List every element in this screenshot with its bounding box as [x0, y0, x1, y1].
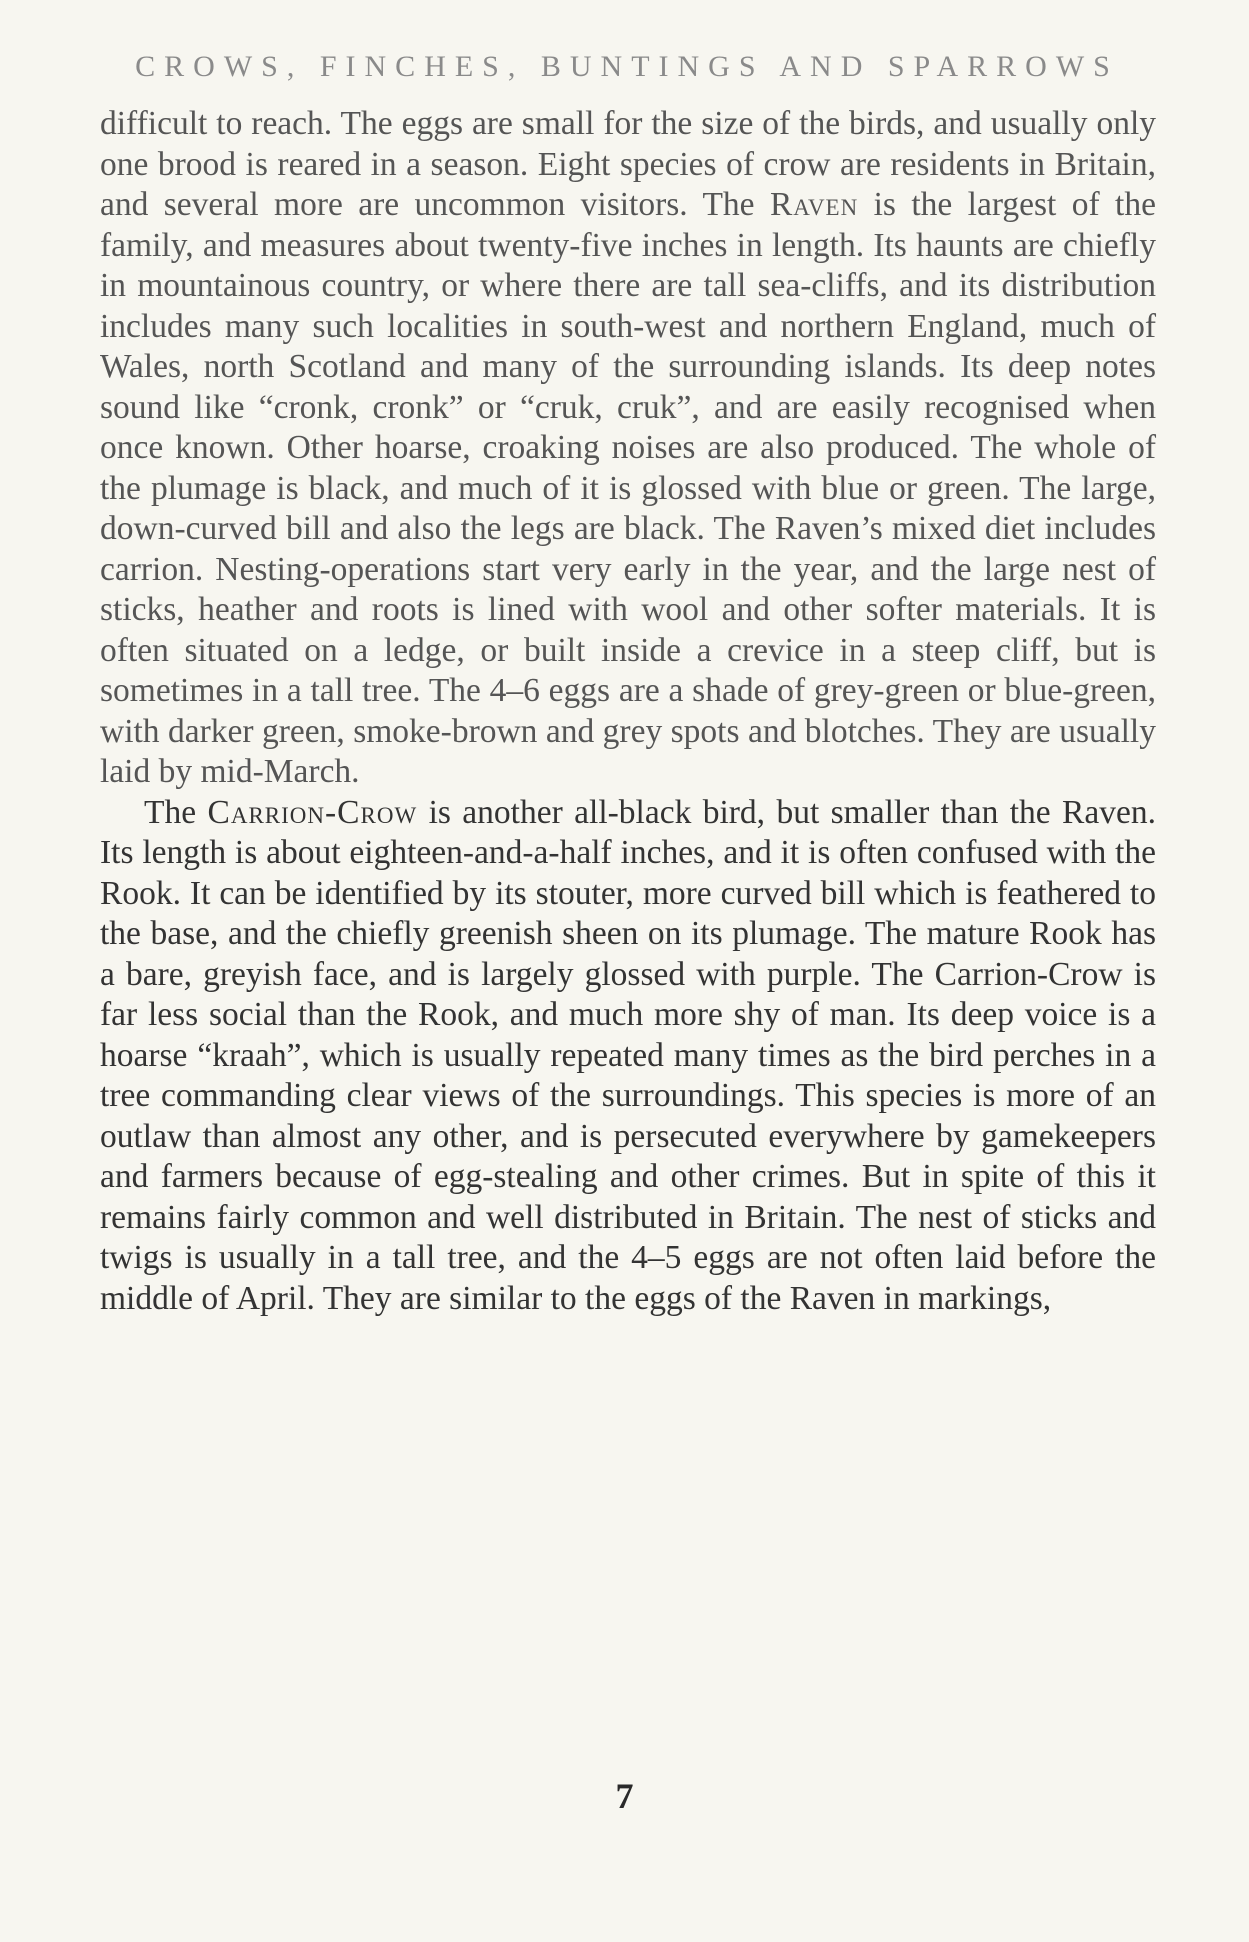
paragraph-raven	[100, 104, 1156, 793]
species-name-raven: Raven	[769, 186, 859, 223]
running-head: CROWS, FINCHES, BUNTINGS AND SPARROWS	[135, 50, 1119, 83]
paragraph-raven-body: is the largest of the family, and measures about twenty-five inches in length. Its haunts are chiefly in mountainous country, or where there are tall sea-cliffs, and its distribution includes many such localities in south-west and northern England, much of Wales, north Scotland and many of the surrounding islands. Its deep notes sound like “cronk, cronk” or “cruk, cruk”, and are easily recognised when once known. Other hoarse, croaking noises are also produced. The whole of the plumage is black, and much of it is glossed with blue or green. The large, down-curved bill and also the legs are black. The Raven’s mixed diet includes carrion. Nesting-operations start very early in the year, and the large nest of sticks, heather and roots is lined with wool and other softer materials. It is often situated on a ledge, or built inside a crevice in a steep cliff, but is sometimes in a tall tree. The 4–6 eggs are a shade of grey-green or blue-green, with darker green, smoke-brown and grey spots and blotches. They are usually laid by mid-March.	[100, 186, 1156, 790]
body-text	[100, 104, 1156, 1319]
paragraph-carrion-crow	[100, 793, 1156, 1320]
page-number: 7	[615, 1776, 634, 1816]
paragraph-carrion-crow-body: is another all-black bird, but smaller than the Raven. Its length is about eighteen-and-a-half inches, and it is often confused with the Rook. It can be identified by its stouter, more curved bill which is feathered to the base, and the chiefly greenish sheen on its plumage. The mature Rook has a bare, greyish face, and is largely glossed with purple. The Carrion-Crow is far less social than the Rook, and much more shy of man. Its deep voice is a hoarse “kraah”, which is usually repeated many times as the bird perches in a tree commanding clear views of the surroundings. This species is more of an outlaw than almost any other, and is persecuted everywhere by gamekeepers and farmers because of egg-stealing and other crimes. But in spite of this it remains fairly common and well distributed in Britain. The nest of sticks and twigs is usually in a tall tree, and the 4–5 eggs are not often laid before the middle of April. They are similar to the eggs of the Raven in markings,	[100, 793, 1156, 1317]
species-name-carrion-crow: Carrion-Crow	[207, 793, 418, 831]
paragraph-carrion-crow-intro: The	[144, 793, 208, 831]
paragraph-raven-intro: difficult to reach. The eggs are small for the size of the birds, and usually only one brood is reared in a season. Eight species of crow are residents in Britain, and several more are uncommon visitors. The	[100, 105, 1156, 223]
